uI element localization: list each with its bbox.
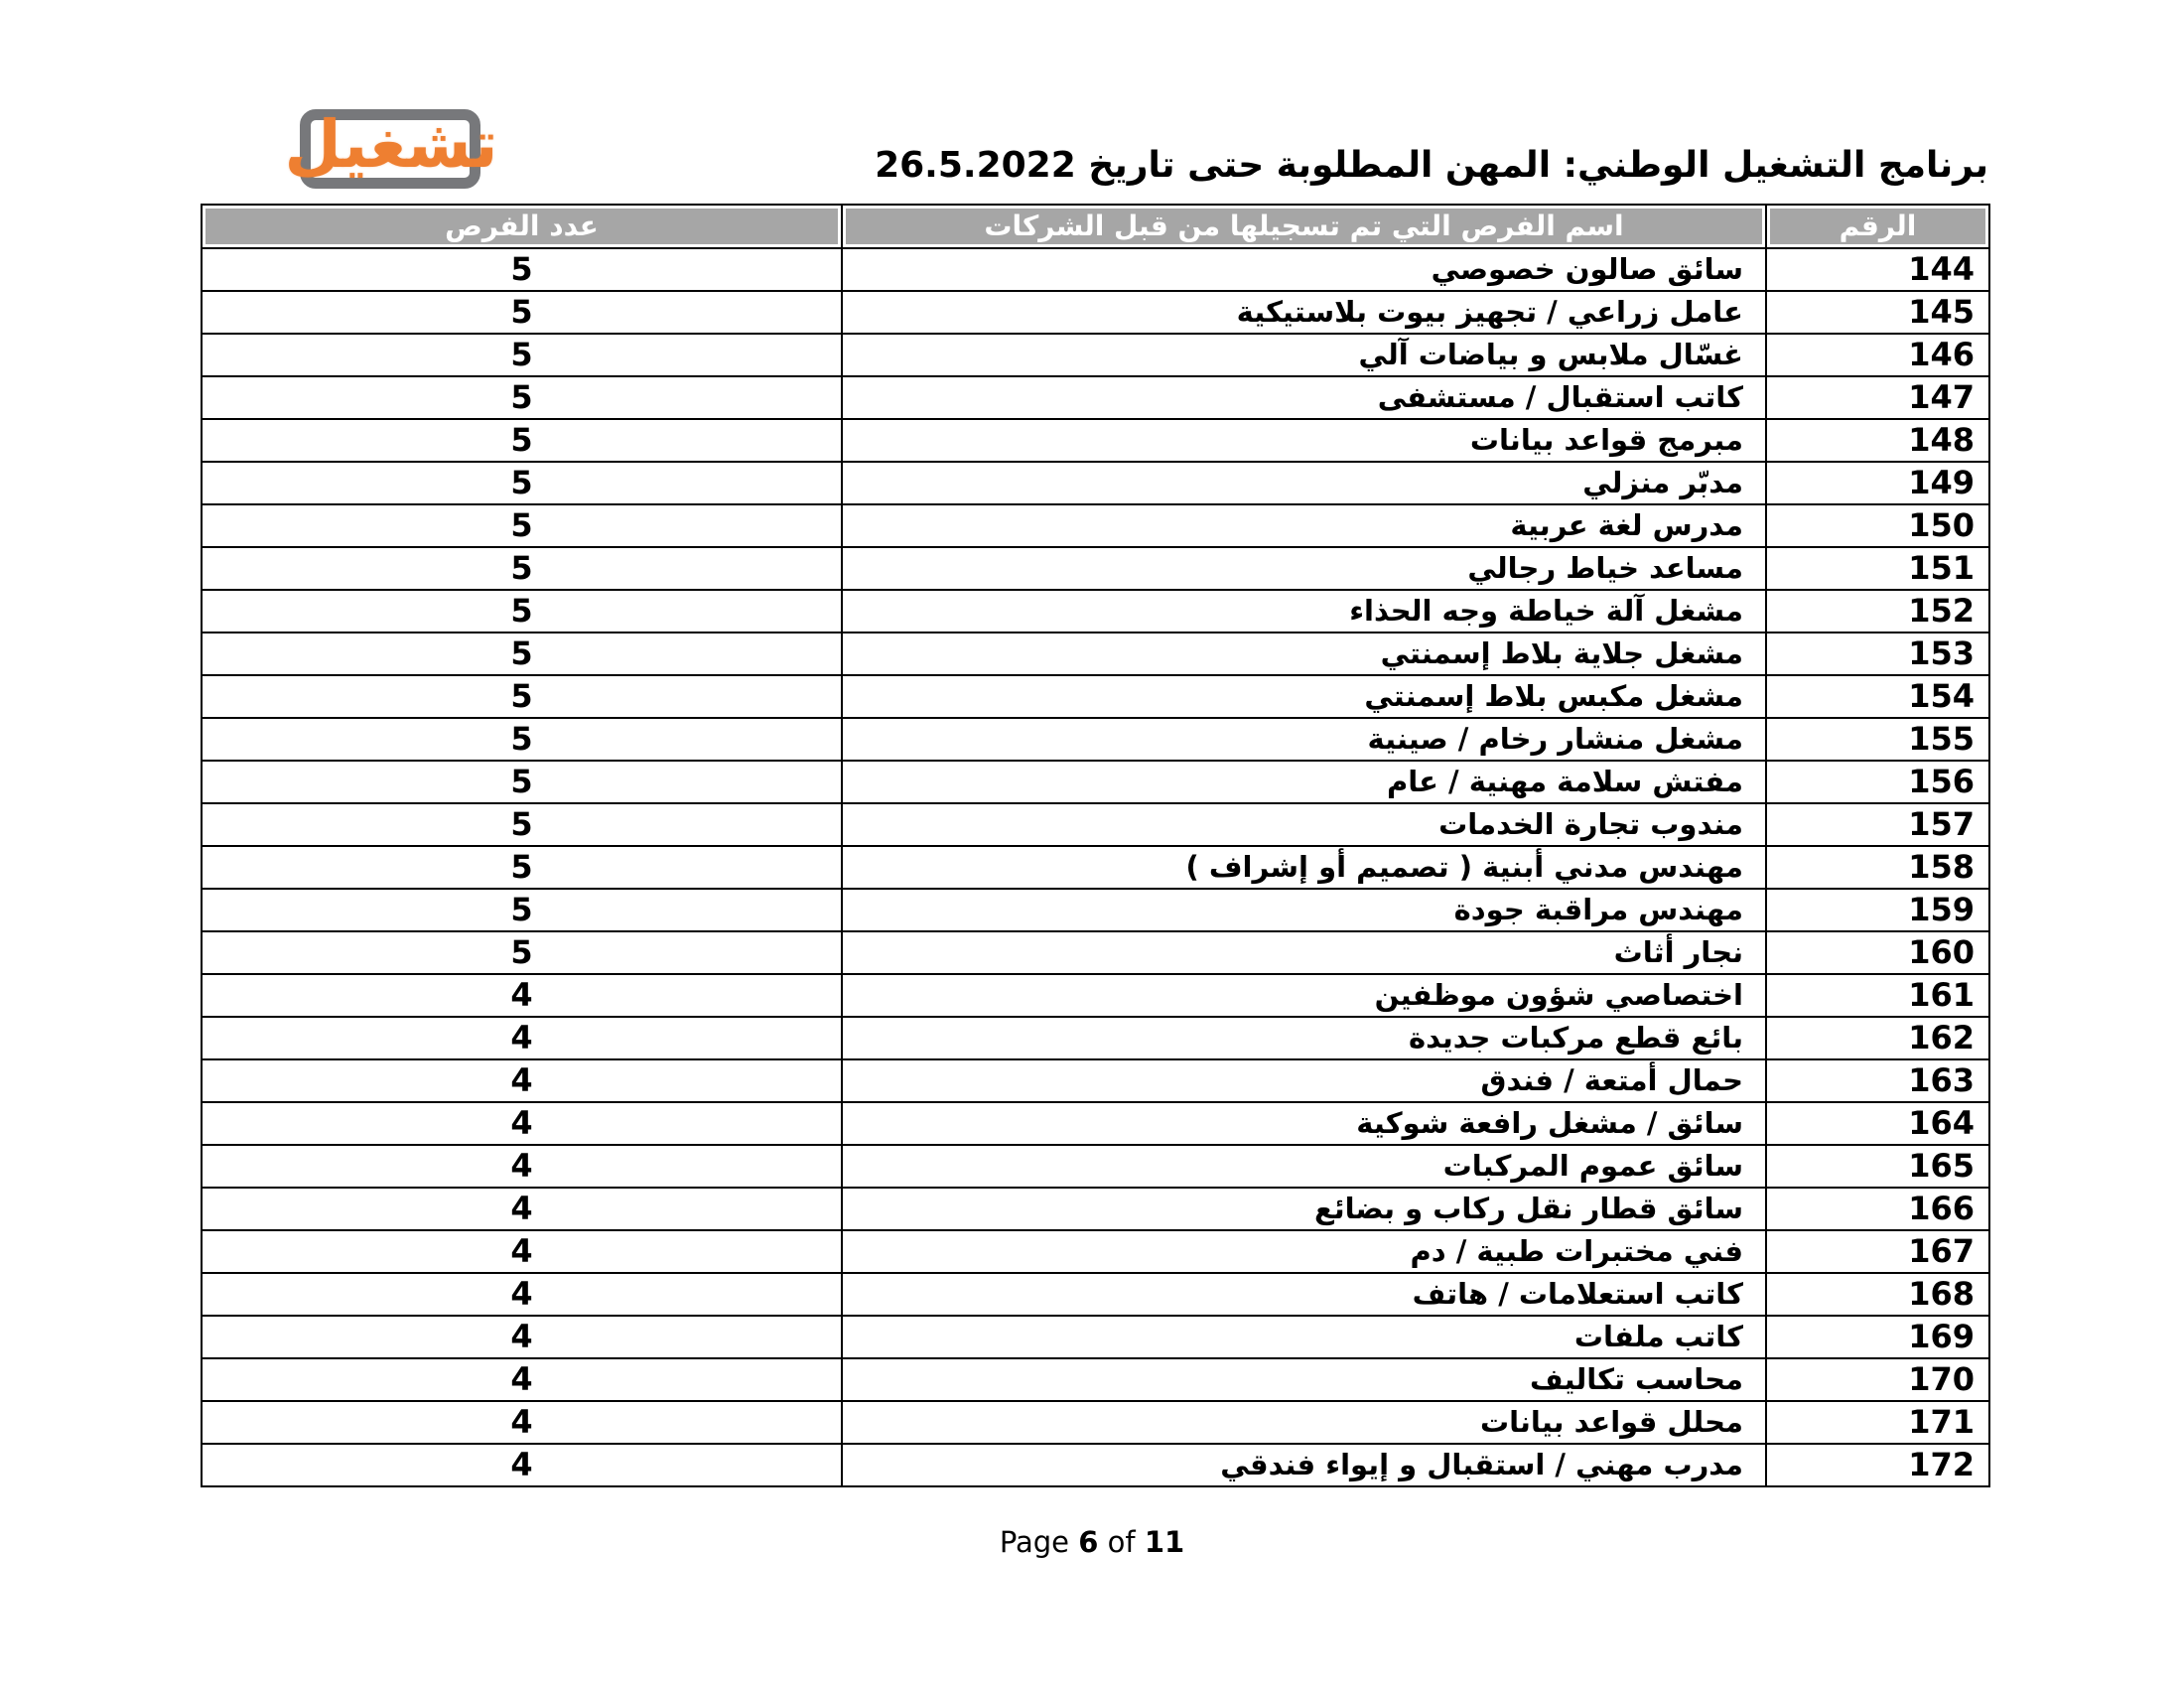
job-name-cell: غسّال ملابس و بياضات آلي [842, 334, 1766, 376]
job-name-cell: مهندس مراقبة جودة [842, 889, 1766, 931]
table-header-row [202, 205, 1989, 248]
table-row [202, 1444, 1989, 1486]
table-row [202, 248, 1989, 291]
header-cell-name: اسم الفرص التي تم تسجيلها من قبل الشركات [842, 205, 1766, 248]
table-row [202, 547, 1989, 590]
row-number-cell: 156 [1766, 761, 1989, 803]
opportunities-count-cell: 5 [202, 761, 842, 803]
job-name-cell: كاتب استعلامات / هاتف [842, 1273, 1766, 1316]
job-name-cell: سائق صالون خصوصي [842, 248, 1766, 291]
job-name-cell: كاتب ملفات [842, 1316, 1766, 1358]
opportunities-count-cell: 5 [202, 931, 842, 974]
row-number-cell: 167 [1766, 1230, 1989, 1273]
job-name-cell: بائع قطع مركبات جديدة [842, 1017, 1766, 1059]
opportunities-count-cell: 4 [202, 1188, 842, 1230]
table-row [202, 462, 1989, 504]
job-name-cell: مهندس مدني أبنية ( تصميم أو إشراف ) [842, 846, 1766, 889]
table-row [202, 376, 1989, 419]
opportunities-count-cell: 5 [202, 633, 842, 675]
job-name-cell: نجار أثاث [842, 931, 1766, 974]
table-row [202, 419, 1989, 462]
job-name-cell: حمال أمتعة / فندق [842, 1059, 1766, 1102]
opportunities-count-cell: 5 [202, 675, 842, 718]
opportunities-count-cell: 5 [202, 846, 842, 889]
opportunities-count-cell: 4 [202, 1401, 842, 1444]
row-number-cell: 153 [1766, 633, 1989, 675]
opportunities-count-cell: 4 [202, 1017, 842, 1059]
opportunities-count-cell: 5 [202, 248, 842, 291]
table-row [202, 1358, 1989, 1401]
footer-page-number: 6 [1078, 1525, 1099, 1559]
job-name-cell: محاسب تكاليف [842, 1358, 1766, 1401]
row-number-cell: 162 [1766, 1017, 1989, 1059]
opportunities-count-cell: 4 [202, 1102, 842, 1145]
opportunities-count-cell: 5 [202, 462, 842, 504]
opportunities-count-cell: 4 [202, 1273, 842, 1316]
table-row [202, 931, 1989, 974]
row-number-cell: 147 [1766, 376, 1989, 419]
footer-word-of: of [1107, 1525, 1136, 1559]
row-number-cell: 165 [1766, 1145, 1989, 1188]
row-number-cell: 148 [1766, 419, 1989, 462]
row-number-cell: 154 [1766, 675, 1989, 718]
row-number-cell: 172 [1766, 1444, 1989, 1486]
table-row [202, 334, 1989, 376]
opportunities-count-cell: 5 [202, 889, 842, 931]
row-number-cell: 170 [1766, 1358, 1989, 1401]
job-name-cell: فني مختبرات طبية / دم [842, 1230, 1766, 1273]
opportunities-count-cell: 5 [202, 718, 842, 761]
table-row [202, 675, 1989, 718]
job-name-cell: سائق عموم المركبات [842, 1145, 1766, 1188]
table-row [202, 1273, 1989, 1316]
job-name-cell: سائق قطار نقل ركاب و بضائع [842, 1188, 1766, 1230]
row-number-cell: 157 [1766, 803, 1989, 846]
table-row [202, 1401, 1989, 1444]
job-name-cell: مساعد خياط رجالي [842, 547, 1766, 590]
row-number-cell: 158 [1766, 846, 1989, 889]
job-name-cell: مدرب مهني / استقبال و إيواء فندقي [842, 1444, 1766, 1486]
row-number-cell: 166 [1766, 1188, 1989, 1230]
job-name-cell: مبرمج قواعد بيانات [842, 419, 1766, 462]
opportunities-count-cell: 4 [202, 1059, 842, 1102]
page-footer [0, 1525, 2184, 1559]
job-name-cell: مشغل آلة خياطة وجه الحذاء [842, 590, 1766, 633]
job-name-cell: محلل قواعد بيانات [842, 1401, 1766, 1444]
opportunities-count-cell: 4 [202, 1444, 842, 1486]
job-name-cell: مشغل جلاية بلاط إسمنتي [842, 633, 1766, 675]
opportunities-count-cell: 5 [202, 504, 842, 547]
row-number-cell: 160 [1766, 931, 1989, 974]
row-number-cell: 145 [1766, 291, 1989, 334]
row-number-cell: 155 [1766, 718, 1989, 761]
job-name-cell: مدرس لغة عربية [842, 504, 1766, 547]
footer-word-page: Page [999, 1525, 1070, 1559]
opportunities-count-cell: 4 [202, 1358, 842, 1401]
job-name-cell: مشغل مكبس بلاط إسمنتي [842, 675, 1766, 718]
table-row [202, 504, 1989, 547]
row-number-cell: 150 [1766, 504, 1989, 547]
table-row [202, 1017, 1989, 1059]
row-number-cell: 169 [1766, 1316, 1989, 1358]
row-number-cell: 171 [1766, 1401, 1989, 1444]
opportunities-count-cell: 5 [202, 419, 842, 462]
table-row [202, 1316, 1989, 1358]
job-name-cell: مندوب تجارة الخدمات [842, 803, 1766, 846]
opportunities-count-cell: 4 [202, 1230, 842, 1273]
row-number-cell: 168 [1766, 1273, 1989, 1316]
table-row [202, 1230, 1989, 1273]
job-name-cell: اختصاصي شؤون موظفين [842, 974, 1766, 1017]
job-name-cell: عامل زراعي / تجهيز بيوت بلاستيكية [842, 291, 1766, 334]
row-number-cell: 163 [1766, 1059, 1989, 1102]
opportunities-count-cell: 5 [202, 291, 842, 334]
row-number-cell: 151 [1766, 547, 1989, 590]
opportunities-count-cell: 5 [202, 547, 842, 590]
table-row [202, 803, 1989, 846]
opportunities-count-cell: 5 [202, 590, 842, 633]
opportunities-count-cell: 5 [202, 803, 842, 846]
opportunities-count-cell: 5 [202, 334, 842, 376]
table-row [202, 590, 1989, 633]
table-row [202, 718, 1989, 761]
job-name-cell: مدبّر منزلي [842, 462, 1766, 504]
opportunities-count-cell: 5 [202, 376, 842, 419]
footer-total-pages: 11 [1144, 1525, 1185, 1559]
row-number-cell: 149 [1766, 462, 1989, 504]
opportunities-count-cell: 4 [202, 1316, 842, 1358]
job-name-cell: مفتش سلامة مهنية / عام [842, 761, 1766, 803]
job-name-cell: سائق / مشغل رافعة شوكية [842, 1102, 1766, 1145]
table-row [202, 974, 1989, 1017]
job-name-cell: كاتب استقبال / مستشفى [842, 376, 1766, 419]
job-name-cell: مشغل منشار رخام / صينية [842, 718, 1766, 761]
row-number-cell: 144 [1766, 248, 1989, 291]
table-row [202, 1059, 1989, 1102]
table-row [202, 761, 1989, 803]
header-cell-count: عدد الفرص [202, 205, 842, 248]
table-header [202, 205, 1989, 248]
table-row [202, 1188, 1989, 1230]
table-row [202, 291, 1989, 334]
row-number-cell: 146 [1766, 334, 1989, 376]
logo-text: تشغيل [284, 105, 498, 183]
table-body [202, 248, 1989, 1486]
table-row [202, 1145, 1989, 1188]
header-cell-num: الرقم [1766, 205, 1989, 248]
row-number-cell: 164 [1766, 1102, 1989, 1145]
row-number-cell: 159 [1766, 889, 1989, 931]
opportunities-count-cell: 4 [202, 974, 842, 1017]
jobs-table [201, 204, 1990, 1487]
table-row [202, 846, 1989, 889]
row-number-cell: 152 [1766, 590, 1989, 633]
row-number-cell: 161 [1766, 974, 1989, 1017]
table-row [202, 889, 1989, 931]
table-row [202, 633, 1989, 675]
tashgheel-logo [284, 99, 498, 189]
document-title: برنامج التشغيل الوطني: المهن المطلوبة حتى تاريخ 26.5.2022 [875, 145, 1988, 186]
opportunities-count-cell: 4 [202, 1145, 842, 1188]
table-row [202, 1102, 1989, 1145]
